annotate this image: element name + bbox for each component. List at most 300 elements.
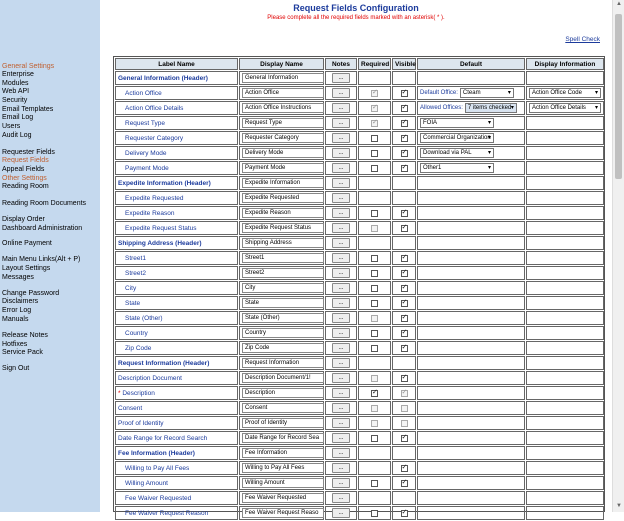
notes-button[interactable]: ... bbox=[332, 298, 350, 308]
field-label: Street2 bbox=[125, 269, 146, 277]
visible-checkbox[interactable] bbox=[401, 375, 408, 382]
visible-cell bbox=[392, 86, 416, 100]
sidebar-item-security[interactable]: Security bbox=[2, 97, 28, 104]
default-cell bbox=[417, 191, 525, 205]
display-name-input[interactable]: Expedite Requested bbox=[242, 193, 324, 203]
display-name-input[interactable]: Expedite Information bbox=[242, 178, 324, 188]
default-value-select[interactable]: Commercial Organization ▾ bbox=[420, 133, 494, 143]
sidebar-item-display-order[interactable]: Display Order bbox=[2, 216, 45, 223]
field-label-cell bbox=[115, 101, 238, 115]
visible-checkbox[interactable] bbox=[401, 255, 408, 262]
display-name-input[interactable]: Street2 bbox=[242, 268, 324, 278]
column-header: Label Name bbox=[115, 58, 238, 70]
field-label-cell bbox=[115, 146, 238, 160]
display-name-input[interactable]: Zip Code bbox=[242, 343, 324, 353]
visible-cell bbox=[392, 296, 416, 310]
display-info-select[interactable]: Action Office Details ▾ bbox=[529, 103, 601, 113]
required-checkbox[interactable] bbox=[371, 300, 378, 307]
default-cell bbox=[417, 386, 525, 400]
sidebar-item-manuals[interactable]: Manuals bbox=[2, 316, 29, 323]
display-name-input[interactable]: Payment Mode bbox=[242, 163, 324, 173]
visible-checkbox[interactable] bbox=[401, 270, 408, 277]
display-info-cell bbox=[526, 326, 604, 340]
display-info-cell bbox=[526, 311, 604, 325]
field-label-cell bbox=[115, 131, 238, 145]
table-row bbox=[115, 176, 604, 190]
display-name-cell bbox=[239, 221, 324, 235]
display-name-input[interactable]: Consent bbox=[242, 403, 324, 413]
notes-cell bbox=[325, 296, 357, 310]
notes-cell bbox=[325, 461, 357, 475]
required-cell bbox=[358, 461, 391, 475]
sidebar-item-modules[interactable]: Modules bbox=[2, 80, 29, 87]
sidebar-item-disclaimers[interactable]: Disclaimers bbox=[2, 298, 39, 305]
visible-cell bbox=[392, 281, 416, 295]
visible-checkbox[interactable] bbox=[401, 210, 408, 217]
notes-button[interactable]: ... bbox=[332, 463, 350, 473]
visible-cell bbox=[392, 116, 416, 130]
display-info-select[interactable]: Action Office Code ▾ bbox=[529, 88, 601, 98]
sidebar-item-hotfixes[interactable]: Hotfixes bbox=[2, 341, 28, 348]
default-value-select[interactable]: Other1 ▾ bbox=[420, 163, 494, 173]
table-row bbox=[115, 326, 604, 340]
sidebar-item-audit-log[interactable]: Audit Log bbox=[2, 132, 32, 139]
display-name-input[interactable]: Delivery Mode bbox=[242, 148, 324, 158]
notes-cell bbox=[325, 356, 357, 370]
visible-checkbox[interactable] bbox=[401, 330, 408, 337]
visible-checkbox[interactable] bbox=[401, 315, 408, 322]
notes-button[interactable]: ... bbox=[332, 253, 350, 263]
field-label: Action Office Details bbox=[125, 104, 184, 112]
display-name-input[interactable]: Willing to Pay All Fees bbox=[242, 463, 324, 473]
visible-cell bbox=[392, 446, 416, 460]
field-label: Payment Mode bbox=[125, 164, 169, 172]
notes-cell bbox=[325, 146, 357, 160]
notes-button[interactable]: ... bbox=[332, 73, 350, 83]
table-row bbox=[115, 416, 604, 430]
required-checkbox[interactable] bbox=[371, 270, 378, 277]
field-label-cell bbox=[115, 476, 238, 490]
display-name-input[interactable]: City bbox=[242, 283, 324, 293]
sidebar-item-messages[interactable]: Messages bbox=[2, 274, 34, 281]
notes-cell bbox=[325, 266, 357, 280]
display-info-cell bbox=[526, 176, 604, 190]
required-cell bbox=[358, 416, 391, 430]
default-cell bbox=[417, 401, 525, 415]
display-name-input[interactable]: Fee Waiver Requested bbox=[242, 493, 324, 503]
required-cell bbox=[358, 221, 391, 235]
display-info-cell bbox=[526, 221, 604, 235]
table-row bbox=[115, 131, 604, 145]
default-cell bbox=[417, 311, 525, 325]
visible-checkbox[interactable] bbox=[401, 225, 408, 232]
notes-button[interactable]: ... bbox=[332, 178, 350, 188]
display-name-cell bbox=[239, 341, 324, 355]
table-row bbox=[115, 491, 604, 505]
default-office-select[interactable]: 7 items checked ▾ bbox=[465, 103, 517, 113]
display-info-cell bbox=[526, 206, 604, 220]
table-row bbox=[115, 101, 604, 115]
visible-cell bbox=[392, 326, 416, 340]
field-label-cell bbox=[115, 161, 238, 175]
field-label-cell bbox=[115, 266, 238, 280]
sidebar-item-enterprise[interactable]: Enterprise bbox=[2, 71, 34, 78]
field-label: Expedite Information (Header) bbox=[118, 179, 211, 187]
table-row bbox=[115, 281, 604, 295]
table-row bbox=[115, 341, 604, 355]
sidebar-item-change-password[interactable]: Change Password bbox=[2, 290, 60, 297]
scroll-up-icon[interactable]: ▲ bbox=[616, 1, 622, 7]
sidebar-item-web-api[interactable]: Web API bbox=[2, 88, 30, 95]
display-info-cell bbox=[526, 191, 604, 205]
required-checkbox bbox=[371, 420, 378, 427]
notes-button[interactable]: ... bbox=[332, 163, 350, 173]
notes-cell bbox=[325, 446, 357, 460]
visible-checkbox[interactable] bbox=[401, 150, 408, 157]
sidebar-nav bbox=[0, 0, 100, 512]
notes-button[interactable]: ... bbox=[332, 238, 350, 248]
display-name-input[interactable]: Street1 bbox=[242, 253, 324, 263]
field-label: Expedite Requested bbox=[125, 194, 184, 202]
notes-button[interactable]: ... bbox=[332, 388, 350, 398]
page-title: Request Fields Configuration bbox=[293, 3, 419, 13]
display-name-cell bbox=[239, 431, 324, 445]
default-cell bbox=[417, 326, 525, 340]
visible-checkbox[interactable] bbox=[401, 345, 408, 352]
field-label: Expedite Request Status bbox=[125, 224, 197, 232]
display-name-cell bbox=[239, 86, 324, 100]
required-checkbox[interactable] bbox=[371, 255, 378, 262]
display-name-input[interactable]: Action Office bbox=[242, 88, 324, 98]
notes-button[interactable]: ... bbox=[332, 433, 350, 443]
required-cell bbox=[358, 86, 391, 100]
notes-button[interactable]: ... bbox=[332, 193, 350, 203]
display-name-input[interactable]: Description bbox=[242, 388, 324, 398]
table-row bbox=[115, 356, 604, 370]
visible-cell bbox=[392, 101, 416, 115]
notes-button[interactable]: ... bbox=[332, 343, 350, 353]
required-checkbox[interactable] bbox=[371, 390, 378, 397]
sidebar-item-email-templates[interactable]: Email Templates bbox=[2, 106, 54, 113]
display-info-cell bbox=[526, 476, 604, 490]
required-checkbox bbox=[371, 225, 378, 232]
display-name-input[interactable]: State (Other) bbox=[242, 313, 324, 323]
required-cell bbox=[358, 101, 391, 115]
sidebar-item-requester-fields[interactable]: Requester Fields bbox=[2, 149, 55, 156]
field-label-cell bbox=[115, 251, 238, 265]
visible-cell bbox=[392, 221, 416, 235]
default-value-select[interactable]: FOIA ▾ bbox=[420, 118, 494, 128]
visible-cell bbox=[392, 146, 416, 160]
notes-button[interactable]: ... bbox=[332, 448, 350, 458]
visible-checkbox[interactable] bbox=[401, 120, 408, 127]
field-label: Requester Category bbox=[125, 134, 184, 142]
sidebar-item-other-settings[interactable]: Other Settings bbox=[2, 175, 47, 182]
display-info-cell bbox=[526, 416, 604, 430]
visible-cell bbox=[392, 191, 416, 205]
default-cell bbox=[417, 146, 525, 160]
field-label-cell bbox=[115, 401, 238, 415]
sidebar-item-general-settings[interactable]: General Settings bbox=[2, 63, 55, 70]
display-name-input[interactable]: Fee Waiver Request Reaso bbox=[242, 508, 324, 518]
display-name-input[interactable]: Country bbox=[242, 328, 324, 338]
sidebar-item-online-payment[interactable]: Online Payment bbox=[2, 240, 52, 247]
display-info-cell bbox=[526, 356, 604, 370]
default-cell bbox=[417, 236, 525, 250]
sidebar-item-error-log[interactable]: Error Log bbox=[2, 307, 32, 314]
sidebar-item-appeal-fields[interactable]: Appeal Fields bbox=[2, 166, 45, 173]
visible-checkbox[interactable] bbox=[401, 510, 408, 517]
field-label-cell bbox=[115, 116, 238, 130]
display-info-cell bbox=[526, 236, 604, 250]
notes-button[interactable]: ... bbox=[332, 403, 350, 413]
notes-button[interactable]: ... bbox=[332, 508, 350, 518]
notes-button[interactable]: ... bbox=[332, 358, 350, 368]
required-fields-note: Please complete all the required fields marked with an asterisk( * ). bbox=[267, 15, 445, 21]
display-info-cell bbox=[526, 446, 604, 460]
default-cell bbox=[417, 476, 525, 490]
required-cell bbox=[358, 371, 391, 385]
request-fields-grid bbox=[113, 56, 605, 517]
notes-cell bbox=[325, 116, 357, 130]
visible-checkbox[interactable] bbox=[401, 300, 408, 307]
table-row bbox=[115, 311, 604, 325]
visible-checkbox[interactable] bbox=[401, 135, 408, 142]
field-label-cell bbox=[115, 296, 238, 310]
column-header: Notes bbox=[325, 58, 357, 70]
default-cell bbox=[417, 371, 525, 385]
required-checkbox[interactable] bbox=[371, 210, 378, 217]
visible-checkbox[interactable] bbox=[401, 480, 408, 487]
required-checkbox[interactable] bbox=[371, 510, 378, 517]
display-name-input[interactable]: General Information bbox=[242, 73, 324, 83]
display-name-input[interactable]: Willing Amount bbox=[242, 478, 324, 488]
default-office-select[interactable]: Cteam ▾ bbox=[460, 88, 514, 98]
table-row bbox=[115, 116, 604, 130]
table-row bbox=[115, 191, 604, 205]
notes-cell bbox=[325, 101, 357, 115]
required-checkbox bbox=[371, 375, 378, 382]
visible-cell bbox=[392, 161, 416, 175]
table-row bbox=[115, 431, 604, 445]
visible-cell bbox=[392, 71, 416, 85]
display-name-cell bbox=[239, 71, 324, 85]
required-checkbox[interactable] bbox=[371, 480, 378, 487]
display-name-input[interactable]: Description Document/1! bbox=[242, 373, 324, 383]
sidebar-item-layout-settings[interactable]: Layout Settings bbox=[2, 265, 51, 272]
required-checkbox[interactable] bbox=[371, 150, 378, 157]
table-row bbox=[115, 371, 604, 385]
visible-cell bbox=[392, 491, 416, 505]
notes-cell bbox=[325, 281, 357, 295]
display-info-cell bbox=[526, 116, 604, 130]
notes-button[interactable]: ... bbox=[332, 478, 350, 488]
required-checkbox[interactable] bbox=[371, 345, 378, 352]
field-label-cell bbox=[115, 356, 238, 370]
required-checkbox[interactable] bbox=[371, 165, 378, 172]
display-name-input[interactable]: Expedite Reason bbox=[242, 208, 324, 218]
display-name-input[interactable]: Proof of Identity bbox=[242, 418, 324, 428]
display-name-input[interactable]: Expedite Request Status bbox=[242, 223, 324, 233]
display-name-input[interactable]: Fee Information bbox=[242, 448, 324, 458]
sidebar-item-main-menu-links-alt-p[interactable]: Main Menu Links(Alt + P) bbox=[2, 256, 81, 263]
required-checkbox bbox=[371, 405, 378, 412]
notes-cell bbox=[325, 131, 357, 145]
field-label: State bbox=[125, 299, 141, 307]
default-office-label: Allowed Offices: bbox=[420, 105, 463, 111]
notes-button[interactable]: ... bbox=[332, 493, 350, 503]
display-name-cell bbox=[239, 266, 324, 280]
default-cell bbox=[417, 266, 525, 280]
required-cell bbox=[358, 296, 391, 310]
sidebar-item-users[interactable]: Users bbox=[2, 123, 21, 130]
vertical-scrollbar[interactable] bbox=[612, 0, 624, 512]
display-name-cell bbox=[239, 311, 324, 325]
required-checkbox[interactable] bbox=[371, 285, 378, 292]
display-info-cell bbox=[526, 71, 604, 85]
default-value-select[interactable]: Download via PAL ▾ bbox=[420, 148, 494, 158]
spell-check-link[interactable]: Spell Check bbox=[565, 36, 600, 43]
field-label-cell bbox=[115, 341, 238, 355]
default-cell bbox=[417, 101, 525, 115]
notes-cell bbox=[325, 506, 357, 520]
visible-checkbox[interactable] bbox=[401, 435, 408, 442]
notes-button[interactable]: ... bbox=[332, 118, 350, 128]
notes-button[interactable]: ... bbox=[332, 103, 350, 113]
sidebar-item-sign-out[interactable]: Sign Out bbox=[2, 365, 30, 372]
sidebar-item-reading-room[interactable]: Reading Room bbox=[2, 183, 49, 190]
scroll-down-icon[interactable]: ▼ bbox=[616, 503, 622, 509]
display-name-input[interactable]: Date Range for Record Sea bbox=[242, 433, 324, 443]
visible-checkbox[interactable] bbox=[401, 465, 408, 472]
visible-checkbox[interactable] bbox=[401, 285, 408, 292]
notes-button[interactable]: ... bbox=[332, 88, 350, 98]
sidebar-item-request-fields[interactable]: Request Fields bbox=[2, 157, 49, 164]
display-name-input[interactable]: Request Type bbox=[242, 118, 324, 128]
display-name-cell bbox=[239, 506, 324, 520]
table-header bbox=[115, 58, 604, 70]
visible-cell bbox=[392, 206, 416, 220]
display-name-input[interactable]: State bbox=[242, 298, 324, 308]
visible-checkbox[interactable] bbox=[401, 165, 408, 172]
visible-checkbox[interactable] bbox=[401, 105, 408, 112]
notes-button[interactable]: ... bbox=[332, 283, 350, 293]
table-row bbox=[115, 476, 604, 490]
default-cell bbox=[417, 206, 525, 220]
field-label-cell bbox=[115, 281, 238, 295]
display-info-cell bbox=[526, 251, 604, 265]
sidebar-item-service-pack[interactable]: Service Pack bbox=[2, 349, 43, 356]
required-cell bbox=[358, 116, 391, 130]
visible-cell bbox=[392, 431, 416, 445]
notes-button[interactable]: ... bbox=[332, 133, 350, 143]
required-asterisk: * bbox=[118, 389, 123, 397]
default-office-label: Default Office: bbox=[420, 90, 458, 96]
table-row bbox=[115, 161, 604, 175]
notes-button[interactable]: ... bbox=[332, 373, 350, 383]
sidebar-item-email-log[interactable]: Email Log bbox=[2, 114, 34, 121]
display-name-cell bbox=[239, 416, 324, 430]
display-name-cell bbox=[239, 356, 324, 370]
notes-cell bbox=[325, 71, 357, 85]
sidebar-item-reading-room-documents[interactable]: Reading Room Documents bbox=[2, 200, 87, 207]
default-cell bbox=[417, 131, 525, 145]
notes-button[interactable]: ... bbox=[332, 148, 350, 158]
field-label: Street1 bbox=[125, 254, 146, 262]
table-row bbox=[115, 236, 604, 250]
field-label: General Information (Header) bbox=[118, 74, 208, 82]
display-name-input[interactable]: Action Office Instructions bbox=[242, 103, 324, 113]
notes-button[interactable]: ... bbox=[332, 268, 350, 278]
column-header: Default bbox=[417, 58, 525, 70]
table-row bbox=[115, 86, 604, 100]
default-cell bbox=[417, 176, 525, 190]
table-row bbox=[115, 446, 604, 460]
field-label: Fee Information (Header) bbox=[118, 449, 195, 457]
notes-button[interactable]: ... bbox=[332, 313, 350, 323]
notes-button[interactable]: ... bbox=[332, 208, 350, 218]
required-cell bbox=[358, 236, 391, 250]
display-name-cell bbox=[239, 296, 324, 310]
required-cell bbox=[358, 176, 391, 190]
scroll-thumb[interactable] bbox=[615, 14, 622, 179]
display-info-cell bbox=[526, 86, 604, 100]
required-checkbox[interactable] bbox=[371, 330, 378, 337]
notes-cell bbox=[325, 341, 357, 355]
display-name-cell bbox=[239, 461, 324, 475]
visible-checkbox[interactable] bbox=[401, 90, 408, 97]
field-label: Description Document bbox=[118, 374, 182, 382]
column-header: Required bbox=[358, 58, 391, 70]
sidebar-item-dashboard-administration[interactable]: Dashboard Administration bbox=[2, 225, 83, 232]
display-info-cell bbox=[526, 101, 604, 115]
field-label: Fee Waiver Request Reason bbox=[125, 509, 209, 517]
display-info-cell bbox=[526, 146, 604, 160]
sidebar-item-release-notes[interactable]: Release Notes bbox=[2, 332, 48, 339]
required-checkbox[interactable] bbox=[371, 135, 378, 142]
field-label: Consent bbox=[118, 404, 143, 412]
required-checkbox bbox=[371, 120, 378, 127]
field-label: Country bbox=[125, 329, 148, 337]
required-cell bbox=[358, 326, 391, 340]
notes-cell bbox=[325, 236, 357, 250]
display-name-input[interactable]: Request Information bbox=[242, 358, 324, 368]
display-name-input[interactable]: Shipping Address bbox=[242, 238, 324, 248]
display-name-cell bbox=[239, 491, 324, 505]
visible-cell bbox=[392, 506, 416, 520]
display-name-cell bbox=[239, 206, 324, 220]
visible-cell bbox=[392, 176, 416, 190]
display-info-cell bbox=[526, 266, 604, 280]
field-label: Shipping Address (Header) bbox=[118, 239, 202, 247]
display-name-cell bbox=[239, 131, 324, 145]
display-name-input[interactable]: Requester Category bbox=[242, 133, 324, 143]
field-label-cell bbox=[115, 416, 238, 430]
field-label: City bbox=[125, 284, 137, 292]
required-cell bbox=[358, 386, 391, 400]
required-cell bbox=[358, 476, 391, 490]
required-checkbox[interactable] bbox=[371, 435, 378, 442]
visible-cell bbox=[392, 461, 416, 475]
notes-button[interactable]: ... bbox=[332, 328, 350, 338]
visible-cell bbox=[392, 416, 416, 430]
notes-button[interactable]: ... bbox=[332, 418, 350, 428]
field-label: Description bbox=[122, 389, 155, 397]
display-name-cell bbox=[239, 176, 324, 190]
default-cell bbox=[417, 356, 525, 370]
notes-button[interactable]: ... bbox=[332, 223, 350, 233]
notes-cell bbox=[325, 176, 357, 190]
